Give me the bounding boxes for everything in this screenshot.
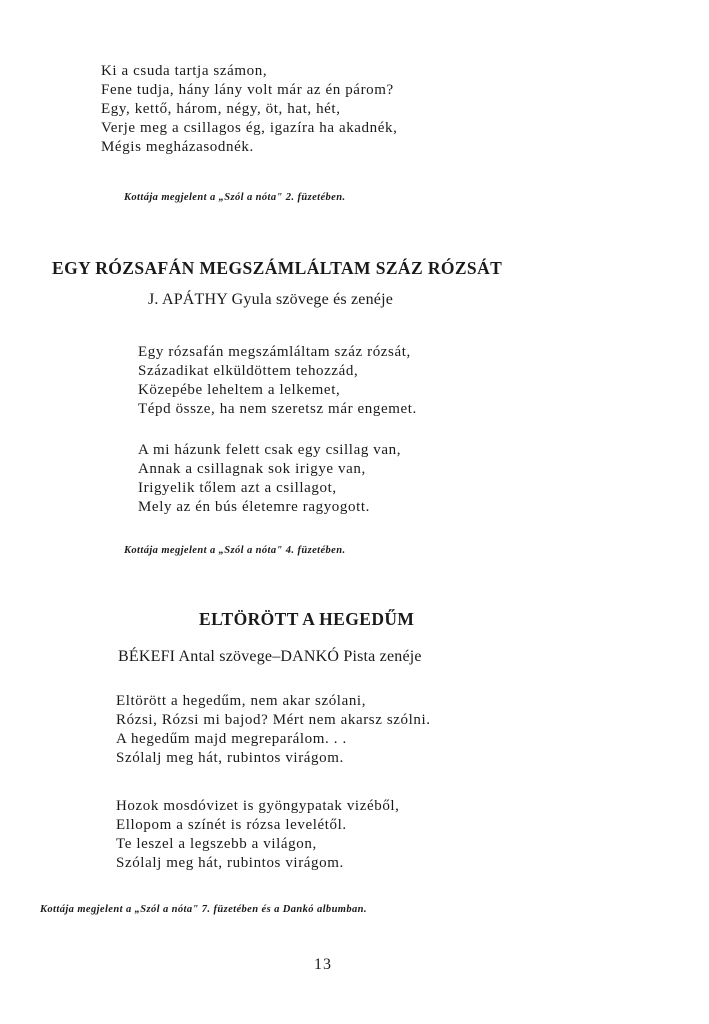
page-number: 13	[314, 956, 332, 973]
song-stanza	[138, 343, 417, 419]
song-title: EGY RÓZSAFÁN MEGSZÁMLÁLTAM SZÁZ RÓZSÁT	[52, 258, 503, 278]
song-credit: BÉKEFI Antal szövege–DANKÓ Pista zenéje	[118, 648, 422, 665]
verse-line: Hozok mosdóvizet is gyöngypatak vizéből,	[116, 798, 400, 814]
score-note: Kottája megjelent a „Szól a nóta" 7. füzetében és a Dankó albumban.	[40, 904, 367, 915]
verse-line: Egy rózsafán megszámláltam száz rózsát,	[138, 344, 411, 360]
intro-stanza	[101, 62, 397, 157]
verse-line: Közepébe leheltem a lelkemet,	[138, 382, 341, 398]
verse-line: Te leszel a legszebb a világon,	[116, 836, 317, 852]
song-stanza	[116, 797, 400, 873]
verse-line: Rózsi, Rózsi mi bajod? Mért nem akarsz szólni.	[116, 712, 431, 728]
verse-line: Mégis megházasodnék.	[101, 139, 254, 155]
verse-line: Fene tudja, hány lány volt már az én párom?	[101, 82, 394, 98]
song-stanza	[116, 692, 431, 768]
verse-line: A mi házunk felett csak egy csillag van,	[138, 442, 402, 458]
verse-line: Annak a csillagnak sok irigye van,	[138, 461, 366, 477]
verse-line: Irigyelik tőlem azt a csillagot,	[138, 480, 337, 496]
song-credit: J. APÁTHY Gyula szövege és zenéje	[148, 291, 394, 308]
score-note: Kottája megjelent a „Szól a nóta" 2. füzetében.	[124, 192, 346, 203]
song-title: ELTÖRÖTT A HEGEDŰM	[199, 609, 415, 629]
verse-line: Mely az én bús életemre ragyogott.	[138, 499, 370, 515]
verse-line: A hegedűm majd megreparálom. . .	[116, 731, 347, 747]
verse-line: Ellopom a színét is rózsa levelétől.	[116, 817, 347, 833]
verse-line: Szólalj meg hát, rubintos virágom.	[116, 855, 344, 871]
verse-line: Szólalj meg hát, rubintos virágom.	[116, 750, 344, 766]
verse-line: Ki a csuda tartja számon,	[101, 63, 268, 79]
song-stanza	[138, 441, 401, 517]
verse-line: Tépd össze, ha nem szeretsz már engemet.	[138, 401, 417, 417]
verse-line: Verje meg a csillagos ég, igazíra ha akadnék,	[101, 120, 398, 136]
verse-line: Egy, kettő, három, négy, öt, hat, hét,	[101, 101, 341, 117]
verse-line: Eltörött a hegedűm, nem akar szólani,	[116, 693, 367, 709]
verse-line: Századikat elküldöttem tehozzád,	[138, 363, 359, 379]
score-note: Kottája megjelent a „Szól a nóta" 4. füzetében.	[124, 545, 346, 556]
